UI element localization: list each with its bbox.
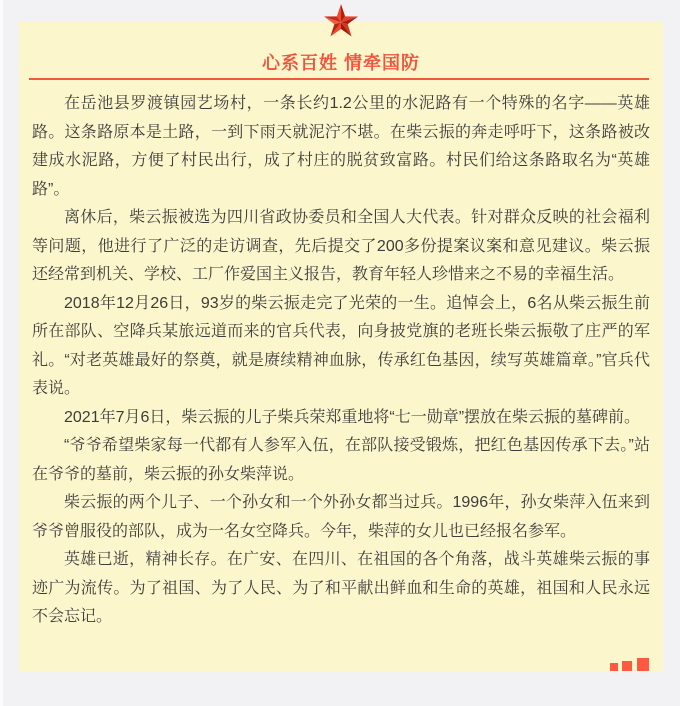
article-card	[19, 22, 663, 671]
paragraph: “爷爷希望柴家每一代都有人参军入伍，在部队接受锻炼，把红色基因传承下去。”站在爷爷的墓前，柴云振的孙女柴萍说。	[32, 437, 650, 483]
paragraph: 离休后，柴云振被选为四川省政协委员和全国人大代表。针对群众反映的社会福利等问题，他进行了广泛的走访调查，先后提交了200多份提案议案和意见建议。柴云振还经常到机关、学校、工厂作爱国主义报告，教育年轻人珍惜来之不易的幸福生活。	[32, 209, 650, 283]
decor-square-large	[637, 658, 649, 671]
decor-square-small	[610, 663, 618, 671]
corner-decoration	[610, 658, 649, 671]
paragraph: 在岳池县罗渡镇园艺场村，一条长约1.2公里的水泥路有一个特殊的名字——英雄路。这条路原本是土路，一到下雨天就泥泞不堪。在柴云振的奔走呼吁下，这条路被改建成水泥路，方便了村民出行，成了村庄的脱贫致富路。村民们给这条路取名为“英雄路”。	[32, 95, 650, 198]
paragraph: 2021年7月6日，柴云振的儿子柴兵荣郑重地将“七一勋章”摆放在柴云振的墓碑前。	[64, 408, 641, 426]
window-edge	[0, 0, 3, 706]
page-title: 心系百姓 情牵国防	[261, 53, 420, 73]
paragraph: 柴云振的两个儿子、一个孙女和一个外孙女都当过兵。1996年，孙女柴萍入伍来到爷爷曾服役的部队，成为一名女空降兵。今年，柴萍的女儿也已经报名参军。	[32, 494, 650, 540]
paragraph: 2018年12月26日，93岁的柴云振走完了光荣的一生。追悼会上，6名从柴云振生前所在部队、空降兵某旅远道而来的官兵代表，向身披党旗的老班长柴云振敬了庄严的军礼。“对老英雄最好的祭奠，就是赓续精神血脉，传承红色基因，续写英雄篇章。”官兵代表说。	[32, 294, 650, 397]
red-star-icon	[321, 2, 361, 42]
decor-square-medium	[622, 661, 632, 671]
article-body	[19, 80, 663, 632]
paragraph: 英雄已逝，精神长存。在广安、在四川、在祖国的各个角落，战斗英雄柴云振的事迹广为流传。为了祖国、为了人民、为了和平献出鲜血和生命的英雄，祖国和人民永远不会忘记。	[32, 551, 650, 625]
